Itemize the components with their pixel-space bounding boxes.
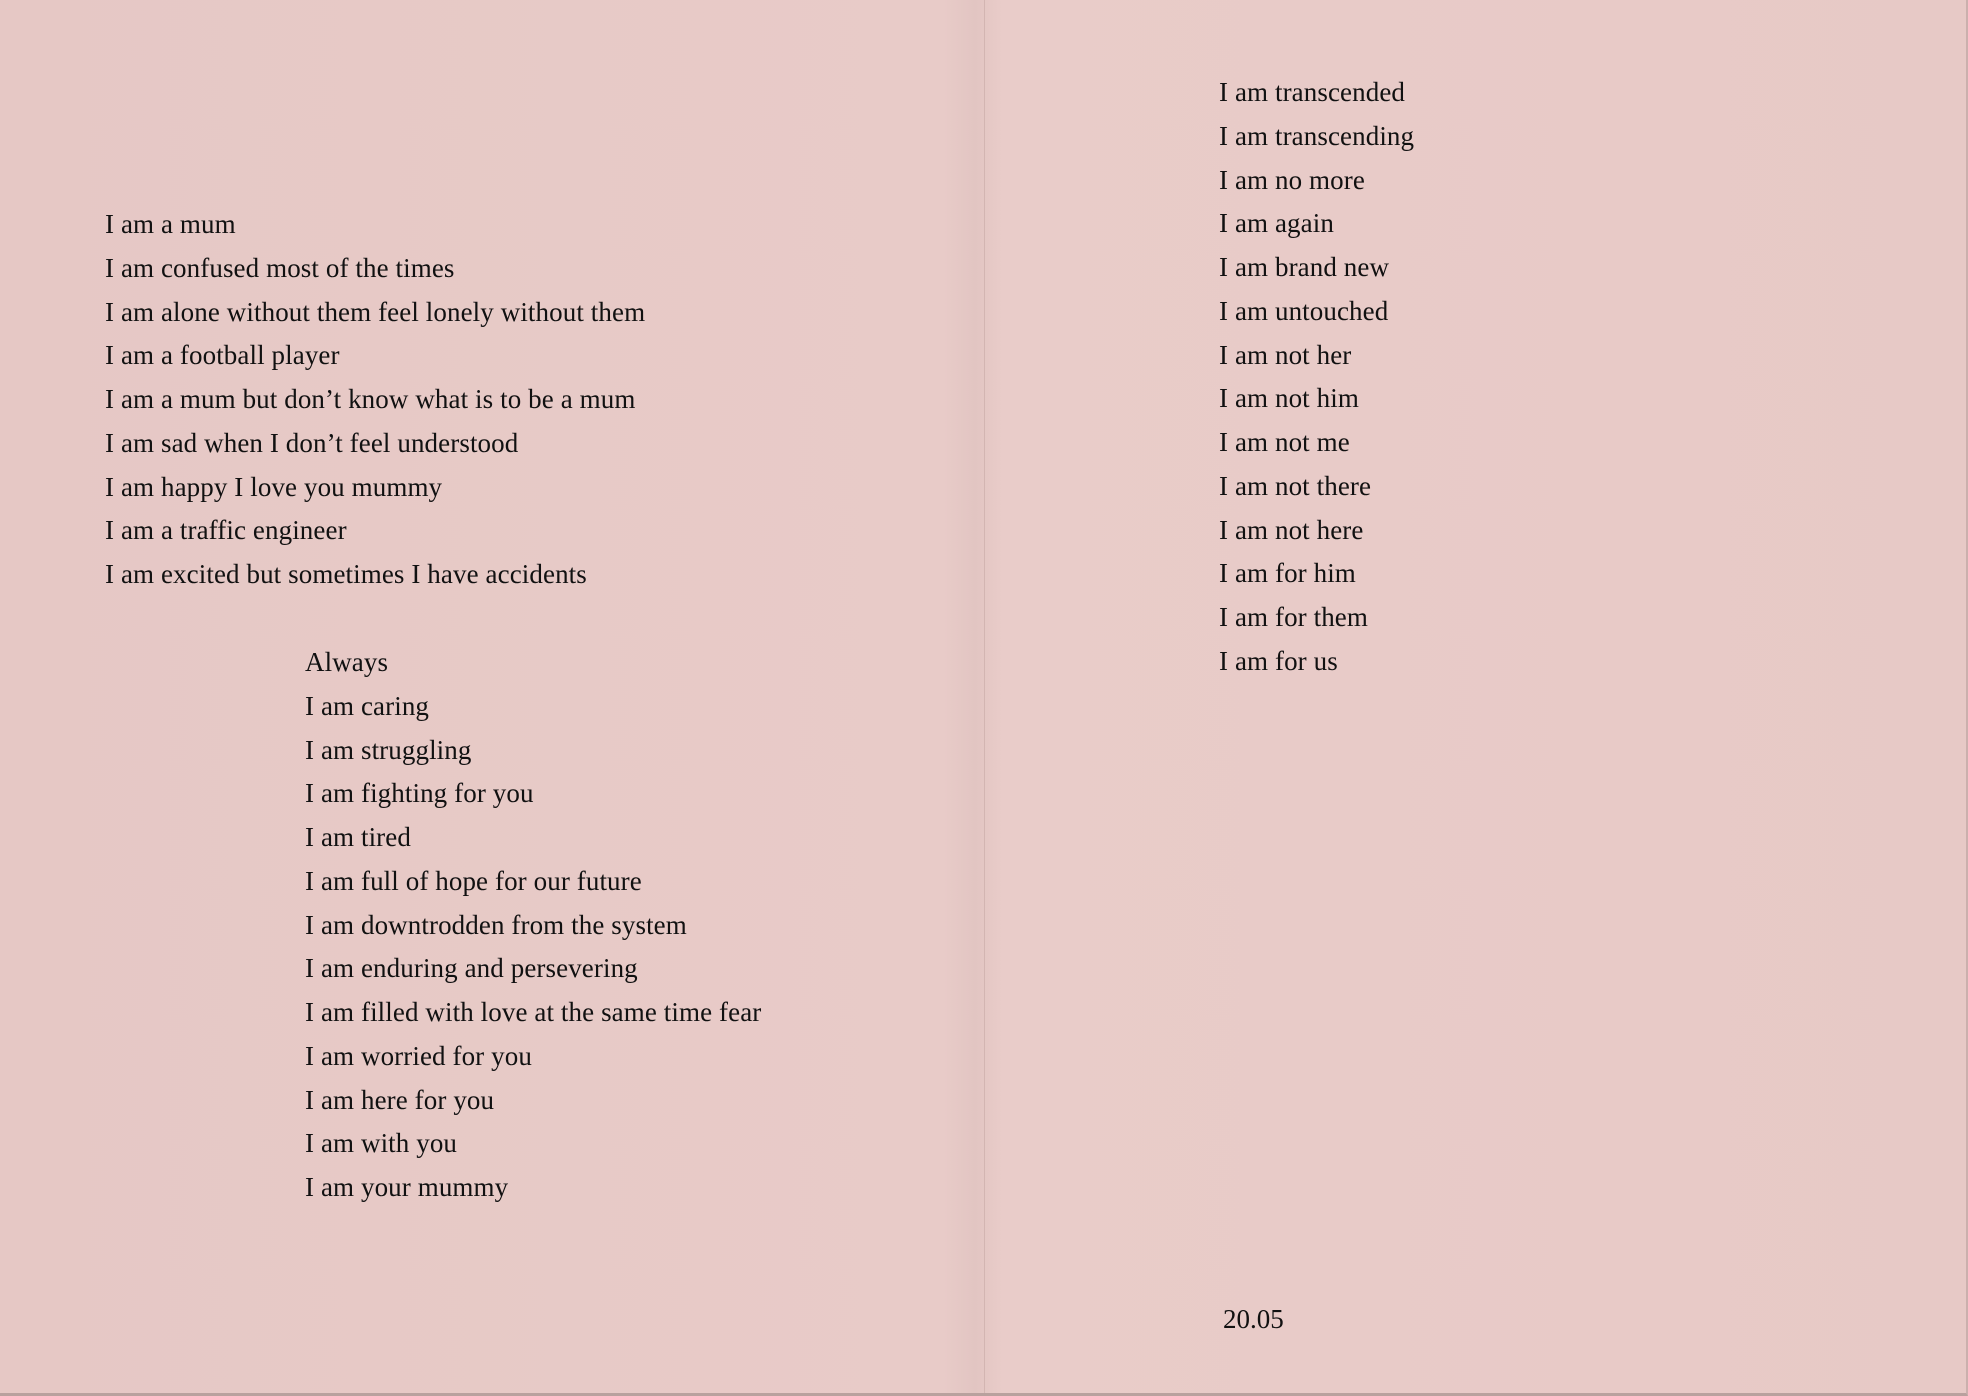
- poem-line: I am not there: [1219, 470, 1372, 501]
- left-page: [0, 0, 984, 1393]
- poem-line: I am transcended: [1219, 77, 1406, 107]
- poem-line: I am a traffic engineer: [105, 515, 347, 546]
- poem-line: I am here for you: [305, 1084, 495, 1115]
- poem-line: I am filled with love at the same time fear: [305, 997, 762, 1027]
- poem-line: I am transcending: [1219, 120, 1415, 151]
- poem-line: I am a football player: [105, 340, 340, 371]
- poem-line: I am untouched: [1219, 295, 1389, 326]
- poem-line: I am a mum: [105, 209, 236, 239]
- poem-line: I am struggling: [305, 734, 472, 765]
- poem-line: I am not him: [1219, 383, 1359, 414]
- right-page: [985, 0, 1968, 1393]
- poem-line: I am with you: [305, 1128, 458, 1159]
- poem-line: I am alone without them feel lonely without them: [105, 296, 646, 327]
- poem-line: I am fighting for you: [305, 778, 534, 809]
- poem-line: I am no more: [1219, 164, 1365, 195]
- poem-line: I am sad when I don’t feel understood: [105, 427, 519, 458]
- poem-line: I am excited but sometimes I have accidents: [105, 559, 587, 589]
- poem-stanza-1: [105, 203, 645, 597]
- poem-line: I am brand new: [1219, 252, 1390, 282]
- poem-line: I am full of hope for our future: [305, 865, 642, 896]
- poem-line: I am not her: [1219, 339, 1352, 370]
- poem-line: I am confused most of the times: [105, 252, 455, 283]
- poem-line: I am enduring and persevering: [305, 953, 638, 984]
- poem-line: I am for us: [1219, 645, 1338, 676]
- poem-line: I am tired: [305, 822, 411, 852]
- poem-line: Always: [305, 647, 389, 677]
- poem-line: I am for him: [1219, 558, 1356, 589]
- poem-line: I am your mummy: [305, 1172, 509, 1202]
- poem-line: I am happy I love you mummy: [105, 471, 443, 502]
- poem-stanza-2: [305, 641, 761, 1210]
- poem-line: I am worried for you: [305, 1040, 532, 1071]
- poem-line: I am for them: [1219, 602, 1368, 632]
- poem-line: I am caring: [305, 690, 430, 721]
- poem-line: I am again: [1219, 208, 1334, 239]
- poem-stanza-3: [1219, 71, 1414, 684]
- page-number: 20.05: [1223, 1304, 1284, 1334]
- poem-line: I am downtrodden from the system: [305, 909, 687, 940]
- poem-line: I am not me: [1219, 427, 1350, 457]
- poem-line: I am a mum but don’t know what is to be a mum: [105, 384, 636, 414]
- poem-line: I am not here: [1219, 514, 1364, 545]
